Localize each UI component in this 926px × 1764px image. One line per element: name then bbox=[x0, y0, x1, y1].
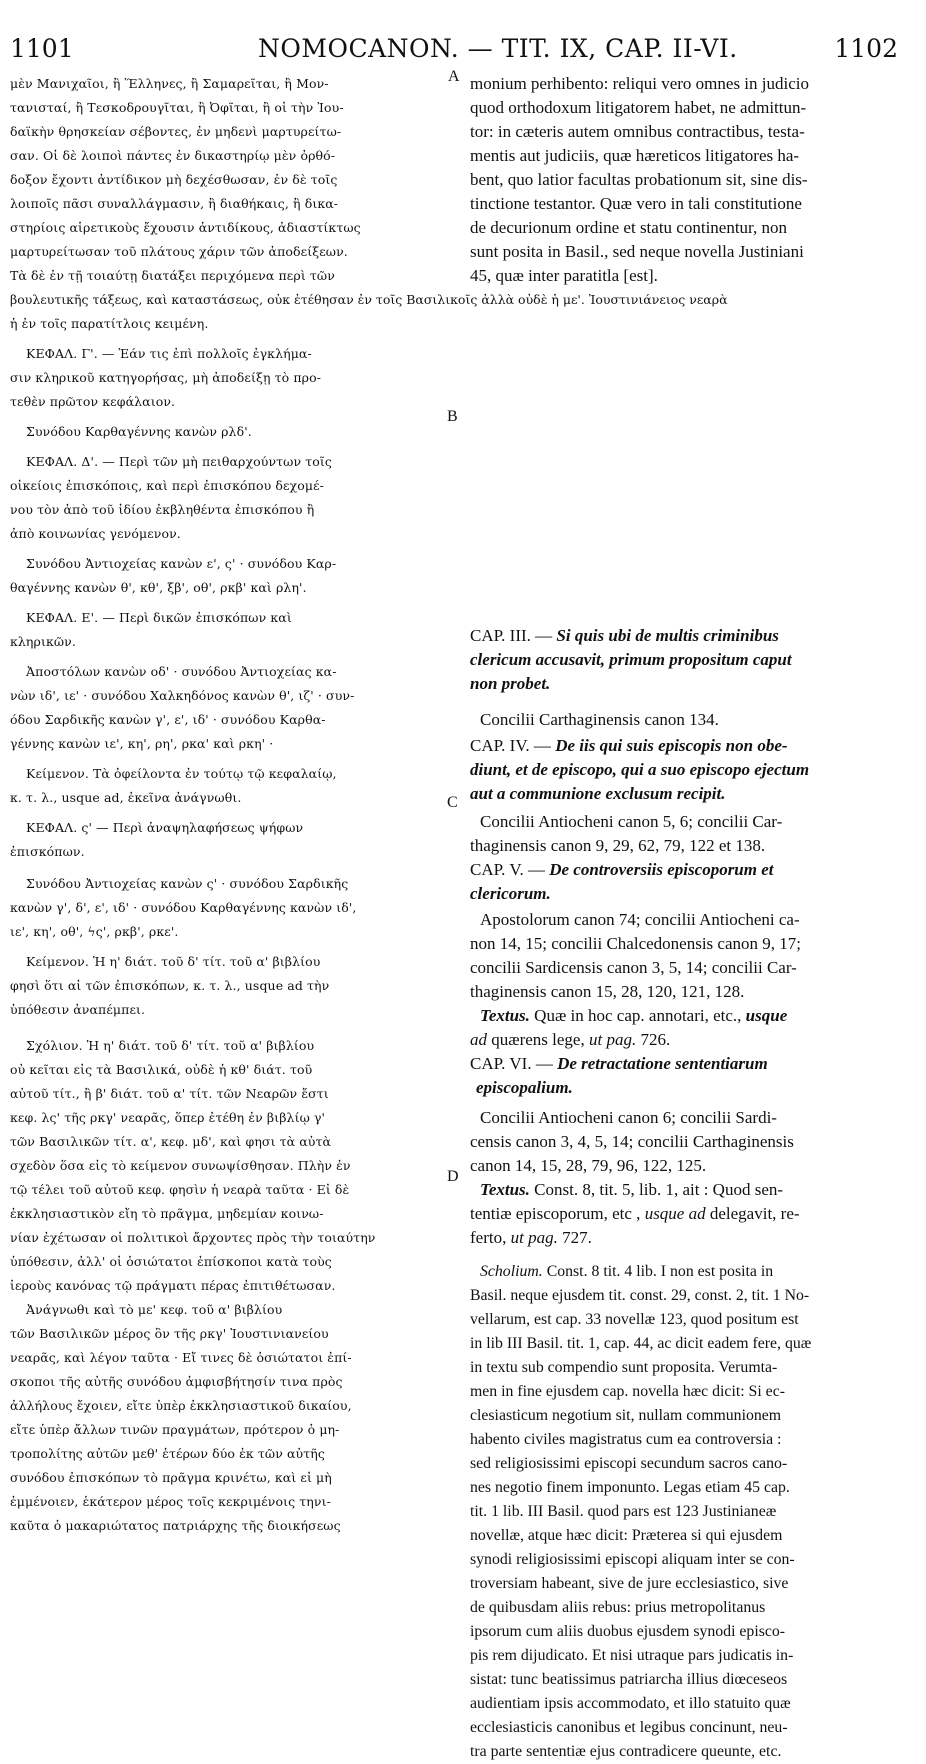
greek-line: ΚΕΦΑΛ. Γ'. — Ἐάν τις ἐπὶ πολλοῖς ἐγκλήμα- bbox=[26, 346, 312, 361]
greek-line: όδου Σαρδικῆς κανὼν γ', ε', ιδ' · συνόδου Καρθα- bbox=[10, 712, 326, 727]
page-number-left: 1101 bbox=[10, 34, 74, 63]
running-title: NOMOCANON. — TIT. IX, CAP. II-VI. bbox=[258, 34, 738, 63]
greek-line: νίαν ἐχέτωσαν οἱ πολιτικοὶ ἄρχοντες πρὸς τὴν τοιαύτην bbox=[10, 1230, 376, 1245]
greek-line: ΚΕΦΑΛ. Ε'. — Περὶ δικῶν ἐπισκόπων καὶ bbox=[26, 610, 292, 625]
latin-cap5-canon-2: non 14, 15; concilii Chalcedonensis canon 9, 17; bbox=[470, 934, 801, 953]
greek-line: νεαρᾶς, καὶ λέγον ταῦτα · Εἴ τινες δὲ ὁσιώτατοι ἐπί- bbox=[10, 1350, 352, 1365]
latin-line: nes negotio finem imponunto. Legas etiam 45 cap. bbox=[470, 1479, 790, 1496]
latin-line: sed religiosissimi episcopi secundum sacros cano- bbox=[470, 1455, 788, 1472]
page-header bbox=[0, 28, 926, 68]
greek-line: Συνόδου Ἀντιοχείας κανὼν ε', ς' · συνόδου Καρ- bbox=[26, 556, 337, 571]
greek-line: σιν κληρικοῦ κατηγορήσας, μὴ ἀποδείξῃ τὸ προ- bbox=[10, 370, 322, 385]
greek-line: τεθὲν πρῶτον κεφάλαιον. bbox=[10, 394, 176, 409]
greek-line: ἐπισκόπων. bbox=[10, 844, 85, 859]
latin-cap6-heading-2: episcopalium. bbox=[476, 1078, 573, 1097]
greek-line: ὑπόθεσιν ἀναπέμπει. bbox=[10, 1002, 146, 1017]
latin-line: tit. 1 lib. III Basil. quod pars est 123 Justinianeæ bbox=[470, 1503, 777, 1520]
greek-line: δοξον ἔχοντι ἀντίδικον μὴ δεχέσθωσαν, ἐν δὲ τοῖς bbox=[10, 172, 338, 187]
greek-line: θαγέννης κανὼν θ', κθ', ξβ', οθ', ρκβ' καὶ ρλη'. bbox=[10, 580, 307, 595]
latin-line: de quibusdam aliis rebus: prius metropolitanus bbox=[470, 1599, 766, 1616]
greek-line: τῷ τέλει τοῦ αὐτοῦ κεφ. φησὶν ἡ νεαρὰ ταῦτα · Εἰ δὲ bbox=[10, 1182, 350, 1197]
latin-line: bent, quo latior facultas probationum sit, sine dis- bbox=[470, 170, 808, 189]
greek-line: σχεδὸν ὅσα εἰς τὸ κείμενον συνωψίσθησαν. Πλὴν ἐν bbox=[10, 1158, 351, 1173]
greek-line: τροπολίτης αὐτῶν μεθ' ἑτέρων δύο ἐκ τῶν αὐτῆς bbox=[10, 1446, 325, 1461]
greek-line: σκοποι τῆς αὐτῆς συνόδου ἀμφισβήτησίν τινα πρὸς bbox=[10, 1374, 343, 1389]
greek-line: ἐκκλησιαστικὸν εἴη τὸ πρᾶγμα, μηδεμίαν κοινω- bbox=[10, 1206, 324, 1221]
latin-line: tra parte sententiæ ejus contradicere queunte, etc. bbox=[470, 1743, 782, 1760]
latin-line: quod orthodoxum litigatorem habet, ne admittun- bbox=[470, 98, 807, 117]
greek-full-width-line: βουλευτικῆς τάξεως, καὶ καταστάσεως, οὐκ ἐτέθησαν ἐν τοῖς Βασιλικοῖς ἀλλὰ οὐδὲ ἡ με'. Ἰουστινιάνειος νεαρὰ bbox=[10, 292, 728, 307]
latin-cap6-heading: CAP. VI. — De retractatione sententiarum bbox=[470, 1054, 768, 1073]
greek-line: λοιποῖς πᾶσι συναλλάγμασιν, ἢ διαθήκαις, ἢ δικα- bbox=[10, 196, 339, 211]
latin-line: in lib III Basil. tit. 1, cap. 44, ac dicit eadem fere, quæ bbox=[470, 1335, 812, 1352]
margin-marker-d: D bbox=[447, 1168, 459, 1185]
latin-line: monium perhibento: reliqui vero omnes in judicio bbox=[470, 74, 809, 93]
latin-cap5-canon-1: Apostolorum canon 74; concilii Antiocheni ca- bbox=[480, 910, 800, 929]
greek-line: στηρίοις αἱρετικοὺς ἔχουσιν ἀντιδίκους, ἀδιαστίκτως bbox=[10, 220, 361, 235]
greek-line: τανισταί, ἢ Τεσκοδρουγῖται, ἢ Ὀφῖται, ἢ οἱ τὴν Ἰου- bbox=[10, 100, 344, 115]
greek-line: κανὼν γ', δ', ε', ιδ' · συνόδου Καρθαγέννης κανὼν ιδ', bbox=[10, 900, 357, 915]
greek-line: Συνόδου Καρθαγέννης κανὼν ρλδ'. bbox=[26, 424, 252, 439]
latin-line: audientiam ipsis accommodato, et illo statuito quæ bbox=[470, 1695, 791, 1712]
latin-cap6-textus-2: tentiæ episcoporum, etc , usque ad delegavit, re- bbox=[470, 1204, 800, 1223]
latin-line: clesiasticum negotium sit, nullam communionem bbox=[470, 1407, 782, 1424]
greek-line: νὼν ιδ', ιε' · συνόδου Χαλκηδόνος κανὼν θ', ιζ' · συν- bbox=[10, 688, 355, 703]
greek-line: αὐτοῦ τίτ., ἢ β' διάτ. τοῦ α' τίτ. τῶν Νεαρῶν ἔστι bbox=[10, 1086, 329, 1101]
latin-line: synodi religiosissimi episcopi aliquam inter se con- bbox=[470, 1551, 795, 1568]
latin-line: sunt posita in Basil., sed neque novella Justiniani bbox=[470, 242, 804, 261]
greek-line: δαϊκὴν θρησκείαν σέβοντες, ἐν μηδενὶ μαρτυρείτω- bbox=[10, 124, 342, 139]
latin-cap4-canon-2: thaginensis canon 9, 29, 62, 79, 122 et 138. bbox=[470, 836, 766, 855]
latin-cap4-canon-1: Concilii Antiocheni canon 5, 6; concilii Car- bbox=[480, 812, 783, 831]
greek-line: ἀλλήλους ἔχοιεν, εἴτε ὑπὲρ ἐκκλησιαστικοῦ δικαίου, bbox=[10, 1398, 352, 1413]
latin-cap4-heading-3: aut a communione exclusum recipit. bbox=[470, 784, 726, 803]
latin-line: in textu sub compendio sunt proposita. Verumta- bbox=[470, 1359, 778, 1376]
latin-line: habento civiles magistratus cum ea controversia : bbox=[470, 1431, 782, 1448]
greek-line: συνόδου ἐπισκόπων τὸ πρᾶγμα κρινέτω, καὶ εἰ μὴ bbox=[10, 1470, 332, 1485]
latin-line: sistat: tunc beatissimus patriarcha illius diœceseos bbox=[470, 1671, 788, 1688]
latin-line: 45, quæ inter paratitla [est]. bbox=[470, 266, 658, 285]
latin-cap5-textus-2: ad quærens lege, ut pag. 726. bbox=[470, 1030, 671, 1049]
greek-line: Τὰ δὲ ἐν τῇ τοιαύτῃ διατάξει περιχόμενα περὶ τῶν bbox=[10, 268, 335, 283]
latin-line: men in fine ejusdem cap. novella hæc dicit: Si ec- bbox=[470, 1383, 785, 1400]
latin-cap6-canon-2: censis canon 3, 4, 5, 14; concilii Carthaginensis bbox=[470, 1132, 794, 1151]
latin-line: ecclesiasticis canonibus et legibus concinunt, neu- bbox=[470, 1719, 788, 1736]
greek-line: καῦτα ὁ μακαριώτατος πατριάρχης τῆς διοικήσεως bbox=[10, 1518, 341, 1533]
greek-line: μαρτυρείτωσαν τοῦ πλάτους χάριν τῶν ἀποδείξεων. bbox=[10, 244, 348, 259]
greek-line: εἴτε ὑπὲρ ἄλλων τινῶν πραγμάτων, πρότερον ὁ μη- bbox=[10, 1422, 340, 1437]
text-columns bbox=[0, 68, 926, 1760]
greek-line: γέννης κανὼν ιε', κη', ρη', ρκα' καὶ ρκη' · bbox=[10, 736, 274, 751]
margin-marker-c: C bbox=[447, 794, 458, 811]
greek-line: οἰκείοις ἐπισκόποις, καὶ περὶ ἐπισκόπου δεχομέ- bbox=[10, 478, 324, 493]
latin-cap6-canon-3: canon 14, 15, 28, 79, 96, 122, 125. bbox=[470, 1156, 707, 1175]
latin-cap6-textus-3: ferto, ut pag. 727. bbox=[470, 1228, 592, 1247]
greek-line: Ἀνάγνωθι καὶ τὸ με' κεφ. τοῦ α' βιβλίου bbox=[26, 1302, 283, 1317]
greek-line: ἡ ἐν τοῖς παρατίτλοις κειμένη. bbox=[10, 316, 209, 331]
greek-line: οὐ κεῖται εἰς τὰ Βασιλικά, οὐδὲ ἡ κθ' διάτ. τοῦ bbox=[10, 1062, 313, 1077]
greek-line: Κείμενον. Τὰ ὀφείλοντα ἐν τούτῳ τῷ κεφαλαίῳ, bbox=[26, 766, 337, 781]
greek-line: μὲν Μανιχαῖοι, ἢ Ἕλληνες, ἢ Σαμαρεῖται, ἢ Μον- bbox=[10, 76, 329, 91]
greek-line: ὑπόθεσιν, ἀλλ' οἱ ὁσιώτατοι ἐπίσκοποι κατὰ τοὺς bbox=[10, 1254, 332, 1269]
greek-line: κληρικῶν. bbox=[10, 634, 76, 649]
margin-marker-b: B bbox=[447, 408, 458, 425]
latin-cap4-heading: CAP. IV. — De iis qui suis episcopis non obe- bbox=[470, 736, 788, 755]
latin-cap4-heading-2: diunt, et de episcopo, qui a suo episcopo ejectum bbox=[470, 760, 810, 779]
latin-cap5-canon-4: thaginensis canon 15, 28, 120, 121, 128. bbox=[470, 982, 745, 1001]
greek-line: ἱεροὺς κανόνας τῷ πράγματι πέρας ἐπιτιθέτωσαν. bbox=[10, 1278, 336, 1293]
latin-cap3-heading-3: non probet. bbox=[470, 674, 551, 693]
latin-cap3-canon: Concilii Carthaginensis canon 134. bbox=[480, 710, 719, 729]
latin-cap3-heading: CAP. III. — Si quis ubi de multis criminibus bbox=[470, 626, 779, 645]
latin-line: troversiam habeant, sive de jure ecclesiastico, sive bbox=[470, 1575, 789, 1592]
latin-cap5-heading: CAP. V. — De controversiis episcoporum et bbox=[470, 860, 774, 879]
greek-line: ιε', κη', οθ', ϟς', ρκβ', ρκε'. bbox=[10, 924, 179, 939]
latin-line: de decurionum ordine et statu continentur, non bbox=[470, 218, 788, 237]
latin-line: ipsorum cum aliis duobus ejusdem synodi episco- bbox=[470, 1623, 786, 1640]
page-number-right: 1102 bbox=[834, 34, 898, 63]
latin-line: Basil. neque ejusdem tit. const. 29, const. 2, tit. 1 No- bbox=[470, 1287, 810, 1304]
greek-line: ἀπὸ κοινωνίας γενόμενον. bbox=[10, 526, 181, 541]
latin-cap3-heading-2: clericum accusavit, primum propositum caput bbox=[470, 650, 792, 669]
latin-line: tor: in cæteris autem omnibus contractibus, testa- bbox=[470, 122, 805, 141]
greek-line: Σχόλιον. Ἡ η' διάτ. τοῦ δ' τίτ. τοῦ α' βιβλίου bbox=[26, 1038, 315, 1053]
latin-cap5-textus-1: Textus. Quæ in hoc cap. annotari, etc., usque bbox=[480, 1006, 788, 1025]
latin-cap5-canon-3: concilii Sardicensis canon 3, 5, 14; concilii Car- bbox=[470, 958, 797, 977]
latin-cap6-canon-1: Concilii Antiocheni canon 6; concilii Sardi- bbox=[480, 1108, 777, 1127]
greek-line: κεφ. λς' τῆς ρκγ' νεαρᾶς, ὅπερ ἐτέθη ἐν βιβλίῳ γ' bbox=[10, 1110, 326, 1125]
greek-line: νου τὸν ἀπὸ τοῦ ἰδίου ἐκβληθέντα ἐπισκόπου ἢ bbox=[10, 502, 315, 517]
latin-line: tinctione testantor. Quæ vero in tali constitutione bbox=[470, 194, 802, 213]
greek-line: φησὶ ὅτι αἱ τῶν ἐπισκόπων, κ. τ. λ., usque ad τὴν bbox=[10, 978, 330, 993]
latin-line: mentis aut judiciis, quæ hæreticos litigatores ha- bbox=[470, 146, 800, 165]
latin-line: pis rem dijudicato. Et nisi utraque pars judicatis in- bbox=[470, 1647, 794, 1664]
greek-line: ΚΕΦΑΛ. Δ'. — Περὶ τῶν μὴ πειθαρχούντων τοῖς bbox=[26, 454, 332, 469]
greek-line: σαν. Οἱ δὲ λοιποὶ πάντες ἐν δικαστηρίῳ μὲν ὀρθό- bbox=[10, 148, 336, 163]
greek-line: τῶν Βασιλικῶν τίτ. α', κεφ. μδ', καὶ φησι τὰ αὐτὰ bbox=[10, 1134, 332, 1149]
latin-scholium-first: Scholium. Const. 8 tit. 4 lib. I non est posita in bbox=[480, 1263, 774, 1280]
greek-line: ἐμμένοιεν, ἑκάτερον μέρος τοῖς κεκριμένοις τηνι- bbox=[10, 1494, 331, 1509]
greek-line: Ἀποστόλων κανὼν οδ' · συνόδου Ἀντιοχείας κα- bbox=[26, 664, 337, 679]
greek-line: Κείμενον. Ἡ η' διάτ. τοῦ δ' τίτ. τοῦ α' βιβλίου bbox=[26, 954, 321, 969]
greek-line: Συνόδου Ἀντιοχείας κανὼν ς' · συνόδου Σαρδικῆς bbox=[26, 876, 349, 891]
greek-line: ΚΕΦΑΛ. ς' — Περὶ ἀναψηλαφήσεως ψήφων bbox=[26, 820, 304, 835]
greek-line: κ. τ. λ., usque ad, ἐκεῖνα ἀνάγνωθι. bbox=[10, 790, 242, 805]
latin-line: novellæ, atque hæc dicit: Præterea si qui ejusdem bbox=[470, 1527, 783, 1544]
latin-cap6-textus-1: Textus. Const. 8, tit. 5, lib. 1, ait : Quod sen- bbox=[480, 1180, 784, 1199]
greek-line: τῶν Βασιλικῶν μέρος ὃν τῆς ρκγ' Ἰουστινιανείου bbox=[10, 1326, 329, 1341]
latin-line: vellarum, est cap. 33 novellæ 123, quod positum est bbox=[470, 1311, 799, 1328]
margin-marker-a: A bbox=[448, 68, 460, 85]
latin-cap5-heading-2: clericorum. bbox=[470, 884, 551, 903]
